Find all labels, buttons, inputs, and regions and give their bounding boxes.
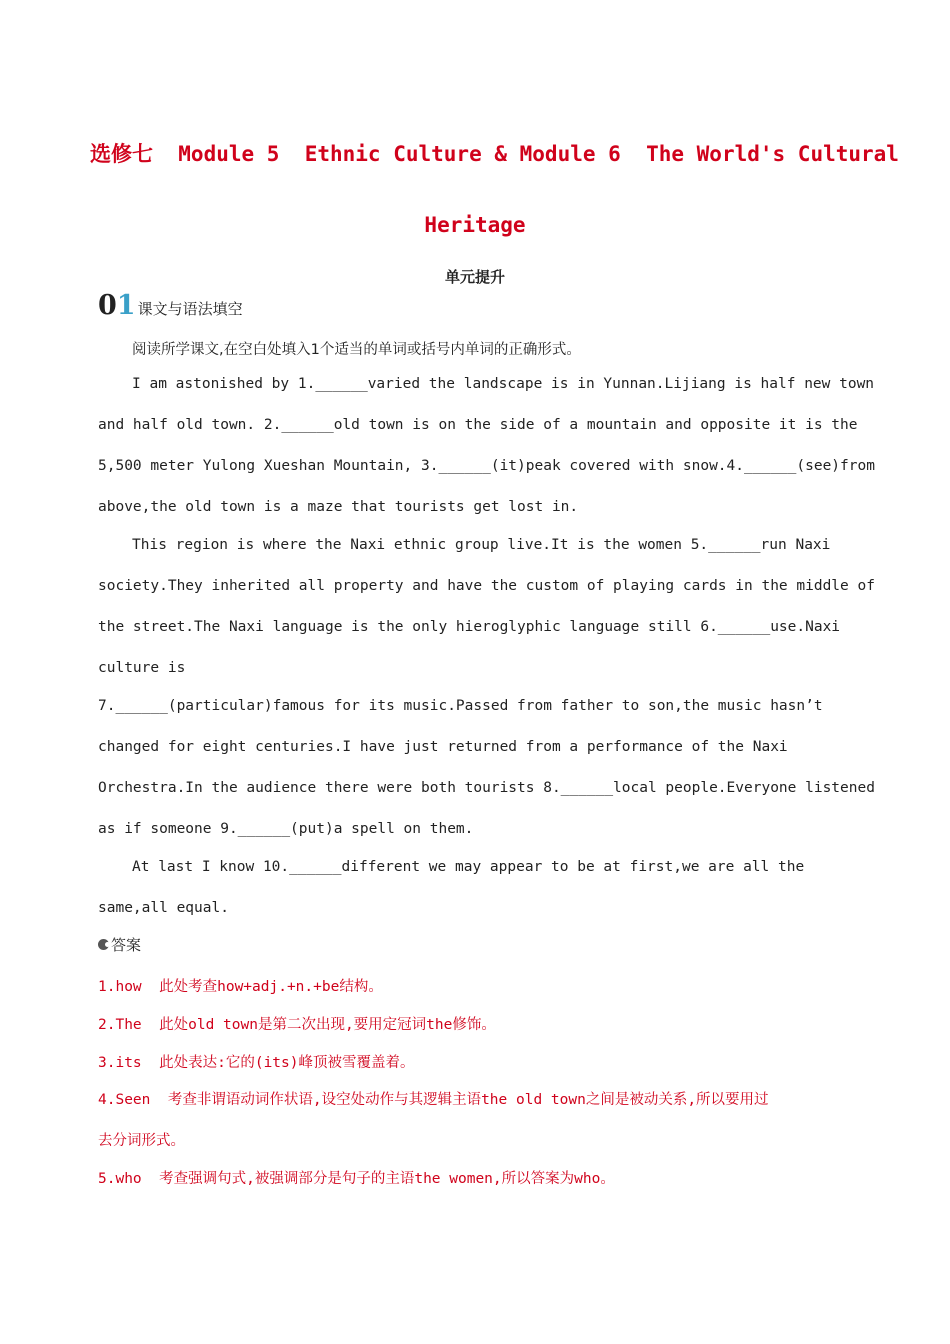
passage-line: 5,500 meter Yulong Xueshan Mountain, 3.______(it)peak covered with snow.4.______(see)from	[98, 458, 875, 474]
answer-item: 1.how 此处考查how+adj.+n.+be结构。	[98, 979, 383, 995]
page-title-line-2: Heritage	[424, 213, 526, 237]
section-label: 课文与语法填空	[137, 300, 243, 318]
passage-line: as if someone 9.______(put)a spell on them.	[98, 821, 474, 837]
passage-line: the street.The Naxi language is the only hieroglyphic language still 6.______use.Naxi	[98, 619, 841, 635]
answer-marker-icon	[98, 939, 109, 950]
passage-line: and half old town. 2.______old town is on the side of a mountain and opposite it is the	[98, 417, 858, 433]
passage-line: 7.______(particular)famous for its music.Passed from father to son,the music hasn’t	[98, 698, 823, 714]
passage-line: changed for eight centuries.I have just returned from a performance of the Naxi	[98, 739, 788, 755]
passage-line: society.They inherited all property and have the custom of playing cards in the middle of	[98, 578, 875, 594]
answers-heading	[98, 934, 141, 955]
page-subtitle: 单元提升	[444, 268, 505, 286]
section-number-digit-b: 1	[116, 290, 136, 321]
passage-line: At last I know 10.______different we may appear to be at first,we are all the	[132, 859, 805, 875]
page-title-line-1: 选修七 Module 5 Ethnic Culture & Module 6 The World's Cultural	[90, 142, 899, 166]
answer-item: 去分词形式。	[98, 1133, 185, 1149]
passage-line: same,all equal.	[98, 900, 229, 916]
answer-item: 3.its 此处表达:它的(its)峰顶被雪覆盖着。	[98, 1055, 415, 1071]
passage-line: I am astonished by 1.______varied the landscape is in Yunnan.Lijiang is half new town	[132, 376, 875, 392]
passage-line: Orchestra.In the audience there were both tourists 8.______local people.Everyone listened	[98, 780, 875, 796]
instruction-text: 阅读所学课文,在空白处填入1个适当的单词或括号内单词的正确形式。	[132, 342, 581, 358]
answer-item: 4.Seen 考查非谓语动词作状语,设空处动作与其逻辑主语the old town之间是被动关系,所以要用过	[98, 1092, 769, 1108]
section-number-digit-a: 0	[98, 290, 117, 321]
section-heading	[98, 290, 243, 321]
answers-label: 答案	[111, 936, 142, 954]
section-number	[98, 290, 136, 321]
passage-line: culture is	[98, 660, 186, 676]
passage-line: above,the old town is a maze that tourists get lost in.	[98, 499, 579, 515]
answer-item: 2.The 此处old town是第二次出现,要用定冠词the修饰。	[98, 1017, 496, 1033]
answer-item: 5.who 考查强调句式,被强调部分是句子的主语the women,所以答案为who。	[98, 1171, 615, 1187]
passage-line: This region is where the Naxi ethnic group live.It is the women 5.______run Naxi	[132, 537, 831, 553]
